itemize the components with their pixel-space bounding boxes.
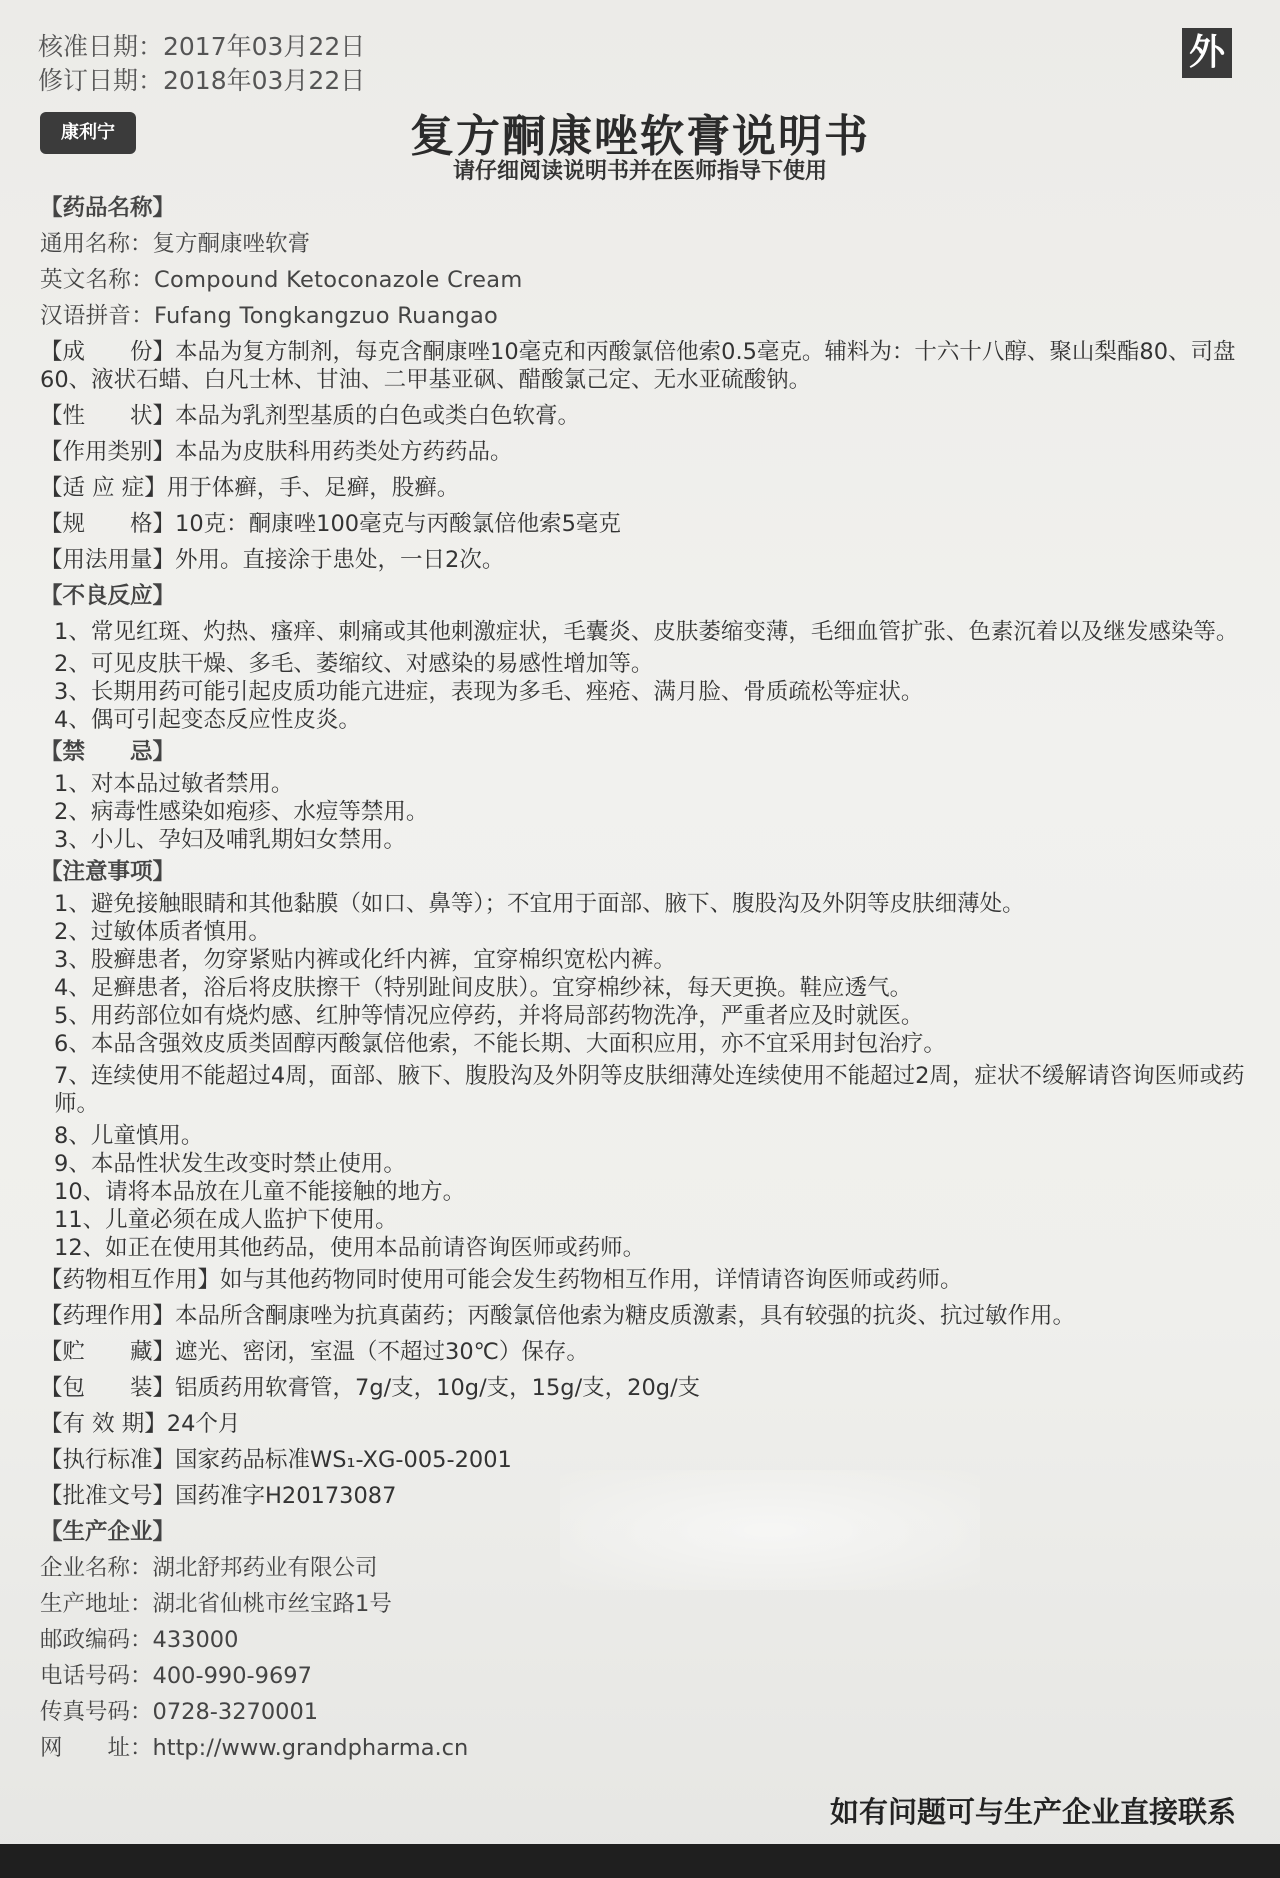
section-validity: 【有 效 期】24个月 — [40, 1411, 241, 1437]
list-item: 5、用药部位如有烧灼感、红肿等情况应停药，并将局部药物洗净，严重者应及时就医。 — [54, 1003, 924, 1029]
list-item: 7、连续使用不能超过4周，面部、腋下、腹股沟及外阴等皮肤细薄处连续使用不能超过2周，症状不缓解请咨询医师或药师。 — [54, 1063, 1245, 1117]
list-item: 6、本品含强效皮质类固醇丙酸氯倍他索，不能长期、大面积应用，亦不宜采用封包治疗。 — [54, 1031, 946, 1057]
list-item: 1、常见红斑、灼热、瘙痒、刺痛或其他刺激症状，毛囊炎、皮肤萎缩变薄，毛细血管扩张、色素沉着以及继发感染等。 — [54, 619, 1239, 645]
external-use-mark: 外 — [1182, 28, 1232, 78]
list-item: 1、对本品过敏者禁用。 — [54, 771, 294, 797]
section-pharmacology: 【药理作用】本品所含酮康唑为抗真菌药；丙酸氯倍他索为糖皮质激素，具有较强的抗炎、抗过敏作用。 — [40, 1303, 1076, 1329]
fax-number: 传真号码：0728-3270001 — [40, 1699, 319, 1725]
section-precautions-heading: 【注意事项】 — [40, 859, 176, 885]
adverse-list — [40, 618, 1260, 734]
company-address: 生产地址：湖北省仙桃市丝宝路1号 — [40, 1591, 392, 1617]
list-item: 2、病毒性感染如疱疹、水痘等禁用。 — [54, 799, 429, 825]
approval-date: 核准日期：2017年03月22日 — [38, 32, 366, 61]
section-drug-name-heading: 【药品名称】 — [40, 195, 176, 221]
list-item: 4、偶可引起变态反应性皮炎。 — [54, 707, 361, 733]
list-item: 3、小儿、孕妇及哺乳期妇女禁用。 — [54, 827, 406, 853]
paper-glare — [560, 1470, 980, 1590]
list-item: 9、本品性状发生改变时禁止使用。 — [54, 1151, 406, 1177]
english-name: 英文名称：Compound Ketoconazole Cream — [40, 267, 523, 293]
list-item: 11、儿童必须在成人监护下使用。 — [54, 1207, 398, 1233]
company-name: 企业名称：湖北舒邦药业有限公司 — [40, 1555, 378, 1581]
list-item: 2、过敏体质者慎用。 — [54, 919, 271, 945]
section-storage: 【贮 藏】遮光、密闭，室温（不超过30℃）保存。 — [40, 1339, 589, 1365]
list-item: 12、如正在使用其他药品，使用本品前请咨询医师或药师。 — [54, 1235, 646, 1261]
section-category: 【作用类别】本品为皮肤科用药类处方药药品。 — [40, 439, 513, 465]
phone-number: 电话号码：400-990-9697 — [40, 1663, 312, 1689]
dates-block — [38, 30, 365, 98]
document-subtitle: 请仔细阅读说明书并在医师指导下使用 — [452, 159, 827, 184]
section-composition: 【成 份】本品为复方制剂，每克含酮康唑10毫克和丙酸氯倍他索0.5毫克。辅料为：十六十八醇、聚山梨酯80、司盘60、液状石蜡、白凡士林、甘油、二甲基亚砜、醋酸氯己定、无水亚硫酸钠。 — [40, 339, 1236, 393]
section-approval-number: 【批准文号】国药准字H20173087 — [40, 1483, 397, 1509]
list-item: 10、请将本品放在儿童不能接触的地方。 — [54, 1179, 466, 1205]
section-dosage: 【用法用量】外用。直接涂于患处，一日2次。 — [40, 547, 505, 573]
brand-logo: 康利宁 — [40, 112, 136, 154]
section-manufacturer-heading: 【生产企业】 — [40, 1519, 176, 1545]
generic-name: 通用名称：复方酮康唑软膏 — [40, 231, 311, 257]
list-item: 2、可见皮肤干燥、多毛、萎缩纹、对感染的易感性增加等。 — [54, 651, 654, 677]
postcode: 邮政编码：433000 — [40, 1627, 239, 1653]
list-item: 8、儿童慎用。 — [54, 1123, 204, 1149]
section-specification: 【规 格】10克：酮康唑100毫克与丙酸氯倍他索5毫克 — [40, 511, 621, 537]
list-item: 4、足癣患者，浴后将皮肤擦干（特别趾间皮肤）。宜穿棉纱袜，每天更换。鞋应透气。 — [54, 975, 913, 1001]
precautions-list — [40, 890, 1260, 1262]
section-package: 【包 装】铝质药用软膏管，7g/支，10g/支，15g/支，20g/支 — [40, 1375, 701, 1401]
section-appearance: 【性 状】本品为乳剂型基质的白色或类白色软膏。 — [40, 403, 581, 429]
section-standard: 【执行标准】国家药品标准WS₁-XG-005-2001 — [40, 1447, 512, 1473]
list-item: 3、股癣患者，勿穿紧贴内裤或化纤内裤，宜穿棉织宽松内裤。 — [54, 947, 676, 973]
list-item: 1、避免接触眼睛和其他黏膜（如口、鼻等）；不宜用于面部、腋下、腹股沟及外阴等皮肤细薄处。 — [54, 891, 1025, 917]
contraindications-list — [40, 770, 1260, 854]
contact-note: 如有问题可与生产企业直接联系 — [829, 1795, 1236, 1829]
section-interactions: 【药物相互作用】如与其他药物同时使用可能会发生药物相互作用，详情请咨询医师或药师。 — [40, 1267, 963, 1293]
revision-date: 修订日期：2018年03月22日 — [38, 66, 366, 95]
pinyin-name: 汉语拼音：Fufang Tongkangzuo Ruangao — [40, 303, 499, 329]
section-adverse-heading: 【不良反应】 — [40, 583, 176, 609]
section-indications: 【适 应 症】用于体癣，手、足癣，股癣。 — [40, 475, 460, 501]
bottom-edge — [0, 1844, 1280, 1878]
section-contraindications-heading: 【禁 忌】 — [40, 739, 176, 765]
list-item: 3、长期用药可能引起皮质功能亢进症，表现为多毛、痤疮、满月脸、骨质疏松等症状。 — [54, 679, 924, 705]
website: 网 址：http://www.grandpharma.cn — [40, 1735, 469, 1761]
document-title: 复方酮康唑软膏说明书 — [410, 111, 870, 162]
